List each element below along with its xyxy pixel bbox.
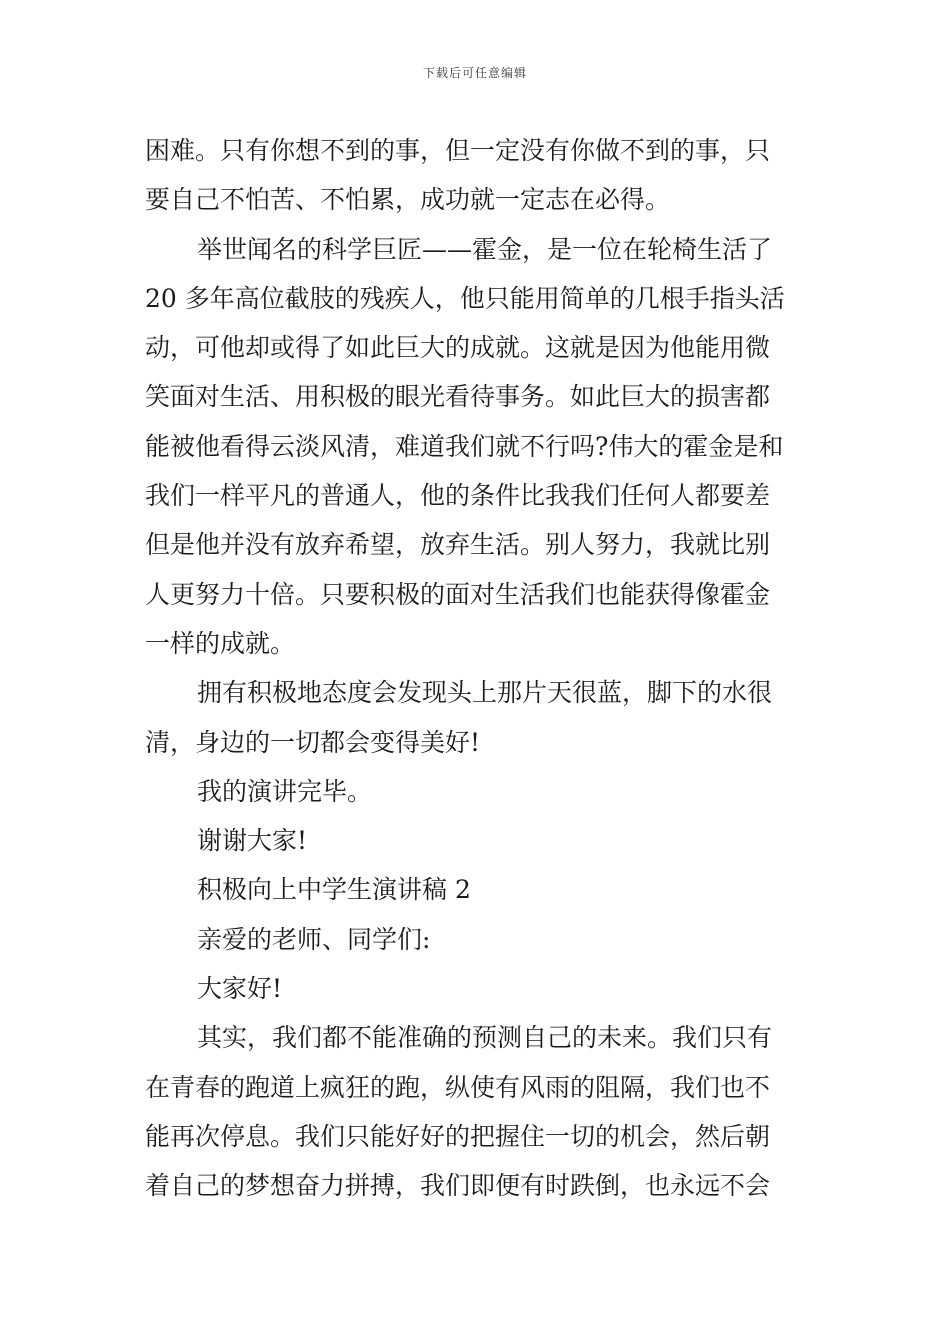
text-line: 大家好! bbox=[197, 974, 283, 1004]
text-line: 要自己不怕苦、不怕累，成功就一定志在必得。 bbox=[145, 185, 671, 215]
document-body bbox=[145, 126, 810, 1211]
text-line: 人更努力十倍。只要积极的面对生活我们也能获得像霍金 bbox=[145, 579, 771, 609]
text-line: 谢谢大家! bbox=[197, 826, 308, 856]
text-line: 20 多年高位截肢的残疾人，他只能用简单的几根手指头活 bbox=[145, 283, 785, 313]
text-line: 其实，我们都不能准确的预测自己的未来。我们只有 bbox=[197, 1023, 773, 1053]
text-line: 亲爱的老师、同学们: bbox=[197, 924, 431, 954]
text-line: 在青春的跑道上疯狂的跑，纵使有风雨的阻隔，我们也不 bbox=[145, 1072, 771, 1102]
text-line: 我的演讲完毕。 bbox=[197, 776, 373, 806]
page-header: 下载后可任意编辑 bbox=[422, 66, 527, 80]
text-line: 一样的成就。 bbox=[145, 628, 296, 658]
text-line: 着自己的梦想奋力拼搏，我们即便有时跌倒，也永远不会 bbox=[145, 1171, 771, 1201]
text-line: 积极向上中学生演讲稿 2 bbox=[197, 875, 471, 905]
text-line: 笑面对生活、用积极的眼光看待事务。如此巨大的损害都 bbox=[145, 382, 771, 412]
text-line: 但是他并没有放弃希望，放弃生活。别人努力，我就比别 bbox=[145, 530, 771, 560]
text-line: 能被他看得云淡风清，难道我们就不行吗?伟大的霍金是和 bbox=[145, 431, 784, 461]
text-line: 举世闻名的科学巨匠——霍金，是一位在轮椅生活了 bbox=[197, 234, 773, 264]
text-line: 清，身边的一切都会变得美好! bbox=[145, 727, 481, 757]
text-line: 我们一样平凡的普通人，他的条件比我我们任何人都要差 bbox=[145, 481, 771, 511]
text-line: 动，可他却或得了如此巨大的成就。这就是因为他能用微 bbox=[145, 333, 771, 363]
text-line: 拥有积极地态度会发现头上那片天很蓝，脚下的水很 bbox=[197, 678, 773, 708]
text-line: 能再次停息。我们只能好好的把握住一切的机会，然后朝 bbox=[145, 1121, 771, 1151]
text-line: 困难。只有你想不到的事，但一定没有你做不到的事，只 bbox=[145, 136, 771, 165]
